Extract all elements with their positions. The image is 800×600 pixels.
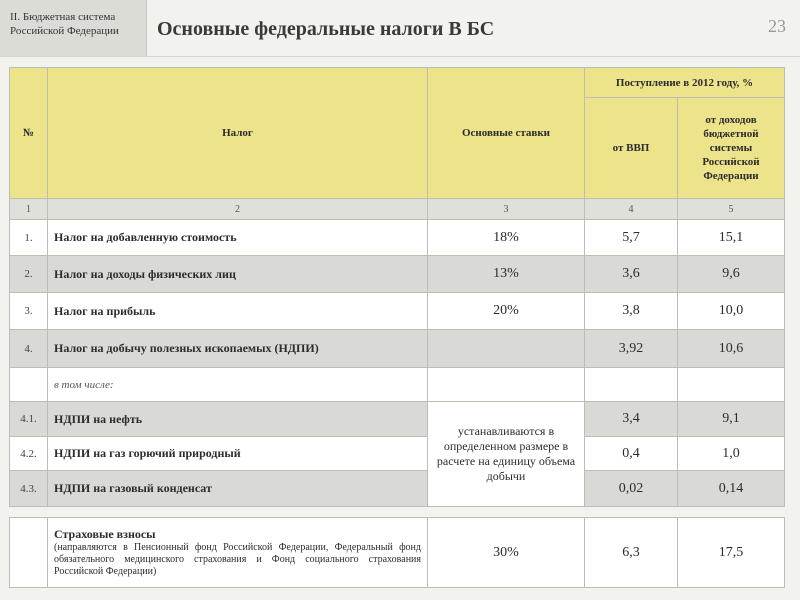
- header-number: №: [10, 68, 48, 199]
- row-number: [10, 518, 48, 588]
- gdp-share: 5,7: [585, 220, 678, 256]
- gdp-share: 3,8: [585, 293, 678, 330]
- row-number: 1.: [10, 220, 48, 256]
- tax-name: Налог на доходы физических лиц: [48, 256, 428, 293]
- tax-rate: [428, 330, 585, 368]
- col-number: 1: [10, 199, 48, 220]
- row-number: 2.: [10, 256, 48, 293]
- rate-note: устанавливаются в определенном размере в расчете на единицу объема добычи: [428, 402, 585, 507]
- row-number: [10, 368, 48, 402]
- budget-share: 9,6: [678, 256, 785, 293]
- header-rates: Основные ставки: [428, 68, 585, 199]
- gdp-share: 3,4: [585, 402, 678, 437]
- col-number: 3: [428, 199, 585, 220]
- table-row: [10, 220, 785, 256]
- table-row: [10, 293, 785, 330]
- insurance-cell: [48, 518, 428, 588]
- tax-name: Налог на прибыль: [48, 293, 428, 330]
- page-title: Основные федеральные налоги В БС: [157, 18, 495, 40]
- spacer: [10, 507, 785, 518]
- table-row: [10, 437, 785, 471]
- col-number: 4: [585, 199, 678, 220]
- budget-share: 15,1: [678, 220, 785, 256]
- gdp-share: 0,4: [585, 437, 678, 471]
- row-number: 4.: [10, 330, 48, 368]
- row-number: 3.: [10, 293, 48, 330]
- gdp-share: 0,02: [585, 471, 678, 507]
- table-row: [10, 471, 785, 507]
- gdp-share: 6,3: [585, 518, 678, 588]
- empty-cell: [678, 368, 785, 402]
- tax-name: НДПИ на газ горючий природный: [48, 437, 428, 471]
- budget-share: 10,6: [678, 330, 785, 368]
- header-divider: [0, 56, 800, 57]
- tax-name: НДПИ на нефть: [48, 402, 428, 437]
- budget-share: 1,0: [678, 437, 785, 471]
- insurance-title: Страховые взносы: [54, 527, 156, 541]
- including-label: в том числе:: [48, 368, 428, 402]
- row-number: 4.2.: [10, 437, 48, 471]
- budget-share: 17,5: [678, 518, 785, 588]
- header-gdp: от ВВП: [585, 98, 678, 199]
- col-number: 2: [48, 199, 428, 220]
- tax-name: Налог на добычу полезных ископаемых (НДПИ): [48, 330, 428, 368]
- tax-name: Налог на добавленную стоимость: [48, 220, 428, 256]
- budget-share: 9,1: [678, 402, 785, 437]
- tax-name: НДПИ на газовый конденсат: [48, 471, 428, 507]
- table-row: [10, 330, 785, 368]
- slide-number: 23: [768, 16, 786, 36]
- tax-rate: 18%: [428, 220, 585, 256]
- empty-cell: [585, 368, 678, 402]
- budget-share: 10,0: [678, 293, 785, 330]
- empty-cell: [428, 368, 585, 402]
- table-row: [10, 402, 785, 437]
- header-budget: от доходов бюджетной системы Российской Федерации: [678, 98, 785, 199]
- insurance-description: (направляются в Пенсионный фонд Российской Федерации, Федеральный фонд обязательного медицинского страхования и Фонд социального страхования Российской Федерации): [54, 542, 421, 577]
- tax-table: [9, 67, 785, 588]
- gdp-share: 3,6: [585, 256, 678, 293]
- tax-rate: 20%: [428, 293, 585, 330]
- header-tax: Налог: [48, 68, 428, 199]
- section-label: II. Бюджетная система Российской Федерации: [0, 0, 147, 56]
- col-number: 5: [678, 199, 785, 220]
- tax-rate: 30%: [428, 518, 585, 588]
- table-row: [10, 518, 785, 588]
- header-receipts: Поступление в 2012 году, %: [585, 68, 785, 98]
- tax-rate: 13%: [428, 256, 585, 293]
- table-row: [10, 368, 785, 402]
- table-row: [10, 256, 785, 293]
- row-number: 4.3.: [10, 471, 48, 507]
- budget-share: 0,14: [678, 471, 785, 507]
- row-number: 4.1.: [10, 402, 48, 437]
- gdp-share: 3,92: [585, 330, 678, 368]
